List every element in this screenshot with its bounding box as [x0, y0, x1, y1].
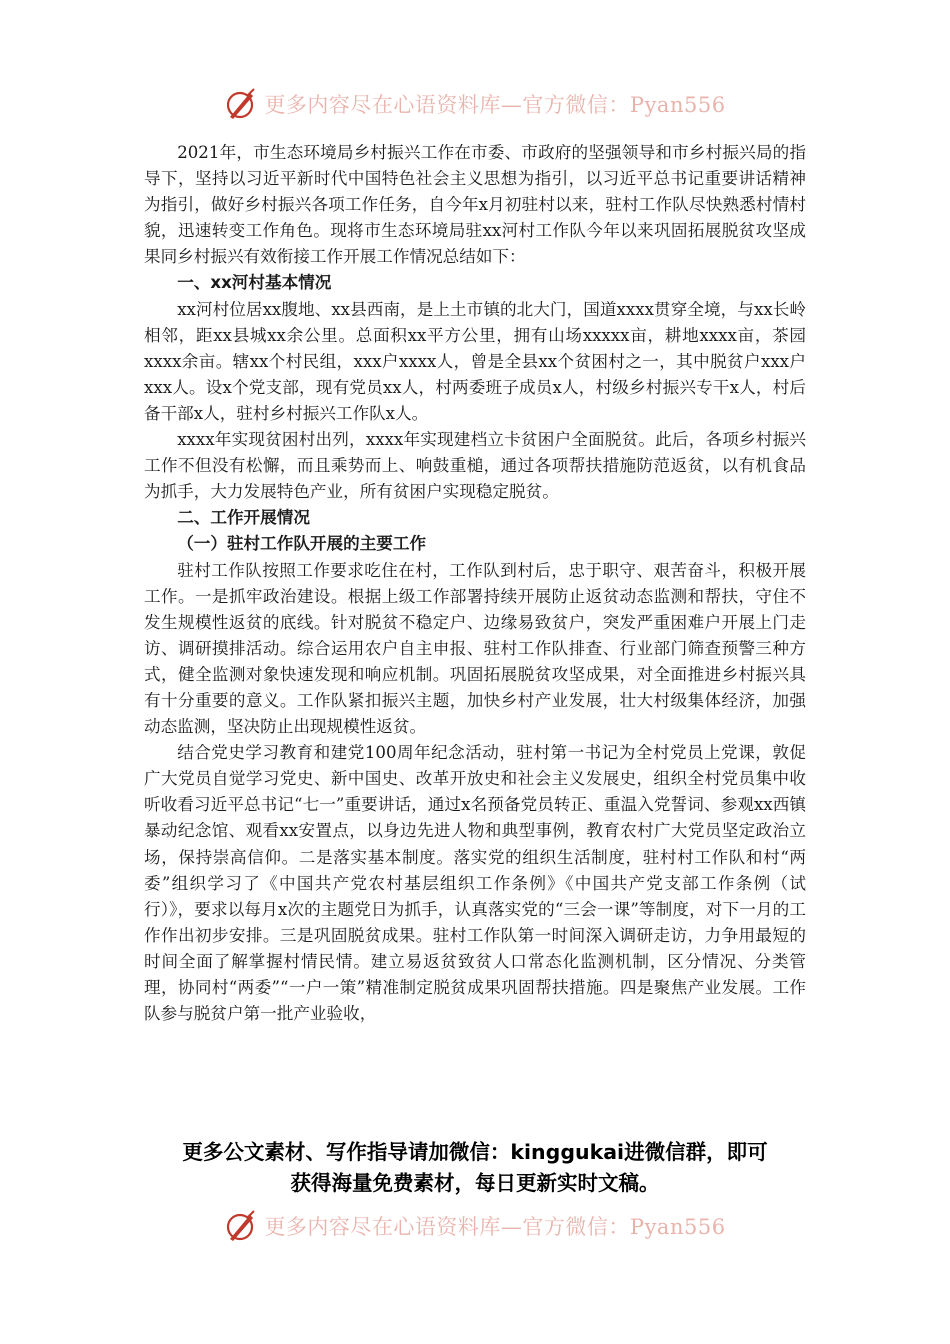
- paragraph-village-overview: xx河村位居xx腹地、xx县西南，是上土市镇的北大门，国道xxxx贯穿全境，与xx长岭相邻，距xx县城xx余公里。总面积xx平方公里，拥有山场xxxxx亩，耕地xxxx亩，茶园xxxx余亩。辖xx个村民组，xxx户xxxx人，曾是全县xx个贫困村之一，其中脱贫户xxx户xxx人。设x个党支部，现有党员xx人，村两委班子成员x人，村级乡村振兴专干x人，村后备干部x人，驻村乡村振兴工作队x人。: [144, 299, 806, 423]
- watermark-header: [0, 84, 950, 124]
- promo-notice: [0, 1137, 950, 1199]
- document-body: [144, 140, 806, 1027]
- watermark-footer: [0, 1206, 950, 1246]
- paragraph-poverty-exit: xxxx年实现贫困村出列，xxxx年实现建档立卡贫困户全面脱贫。此后，各项乡村振兴工作不但没有松懈，而且乘势而上、响鼓重槌，通过各项帮扶措施防范返贫，以有机食品为抓手，大力发展特色产业，所有贫困户实现稳定脱贫。: [144, 430, 806, 502]
- section-heading-1: 一、xx河村基本情况: [177, 273, 332, 293]
- intro-paragraph: 2021年，市生态环境局乡村振兴工作在市委、市政府的坚强领导和市乡村振兴局的指导下，坚持以习近平新时代中国特色社会主义思想为指引，以习近平总书记重要讲话精神为指引，做好乡村振兴各项工作任务，自今年x月初驻村以来，驻村工作队尽快熟悉村情村貌，迅速转变工作角色。现将市生态环境局驻xx河村工作队今年以来巩固拓展脱贫攻坚成果同乡村振兴有效衔接工作开展工作情况总结如下：: [144, 143, 806, 267]
- pen-circle-logo-icon: [224, 87, 258, 121]
- subsection-heading-1: （一）驻村工作队开展的主要工作: [177, 534, 427, 554]
- promo-line-2: 获得海量免费素材，每日更新实时文稿。: [290, 1171, 660, 1195]
- paragraph-main-work: 驻村工作队按照工作要求吃住在村，工作队到村后，忠于职守、艰苦奋斗，积极开展工作。一是抓牢政治建设。根据上级工作部署持续开展防止返贫动态监测和帮扶，守住不发生规模性返贫的底线。针对脱贫不稳定户、边缘易致贫户，突发严重困难户开展上门走访、调研摸排活动。综合运用农户自主申报、驻村工作队排查、行业部门筛查预警三种方式，健全监测对象快速发现和响应机制。巩固拓展脱贫攻坚成果，对全面推进乡村振兴具有十分重要的意义。工作队紧扣振兴主题，加快乡村产业发展，壮大村级集体经济，加强动态监测，坚决防止出现规模性返贫。: [144, 560, 806, 737]
- paragraph-party-education: 结合党史学习教育和建党100周年纪念活动，驻村第一书记为全村党员上党课，敦促广大党员自觉学习党史、新中国史、改革开放史和社会主义发展史，组织全村党员集中收听收看习近平总书记“七一”重要讲话，通过x名预备党员转正、重温入党誓词、参观xx西镇暴动纪念馆、观看xx安置点，以身边先进人物和典型事例，教育农村广大党员坚定政治立场，保持崇高信仰。二是落实基本制度。落实党的组织生活制度，驻村村工作队和村“两委”组织学习了《中国共产党农村基层组织工作条例》《中国共产党支部工作条例（试行）》，要求以每月x次的主题党日为抓手，认真落实党的“三会一课”等制度，对下一月的工作作出初步安排。三是巩固脱贫成果。驻村工作队第一时间深入调研走访，力争用最短的时间全面了解掌握村情民情。建立易返贫致贫人口常态化监测机制，区分情况、分类管理，协同村“两委”“一户一策”精准制定脱贫成果巩固帮扶措施。四是聚焦产业发展。工作队参与脱贫户第一批产业验收，: [144, 743, 806, 1024]
- pen-circle-logo-icon: [224, 1209, 258, 1243]
- watermark-text: 更多内容尽在心语资料库—官方微信：Pyan556: [264, 1215, 726, 1239]
- promo-line-1: 更多公文素材、写作指导请加微信：kinggukai进微信群，即可: [182, 1140, 768, 1164]
- section-heading-2: 二、工作开展情况: [177, 508, 310, 528]
- watermark-text: 更多内容尽在心语资料库—官方微信：Pyan556: [264, 93, 726, 117]
